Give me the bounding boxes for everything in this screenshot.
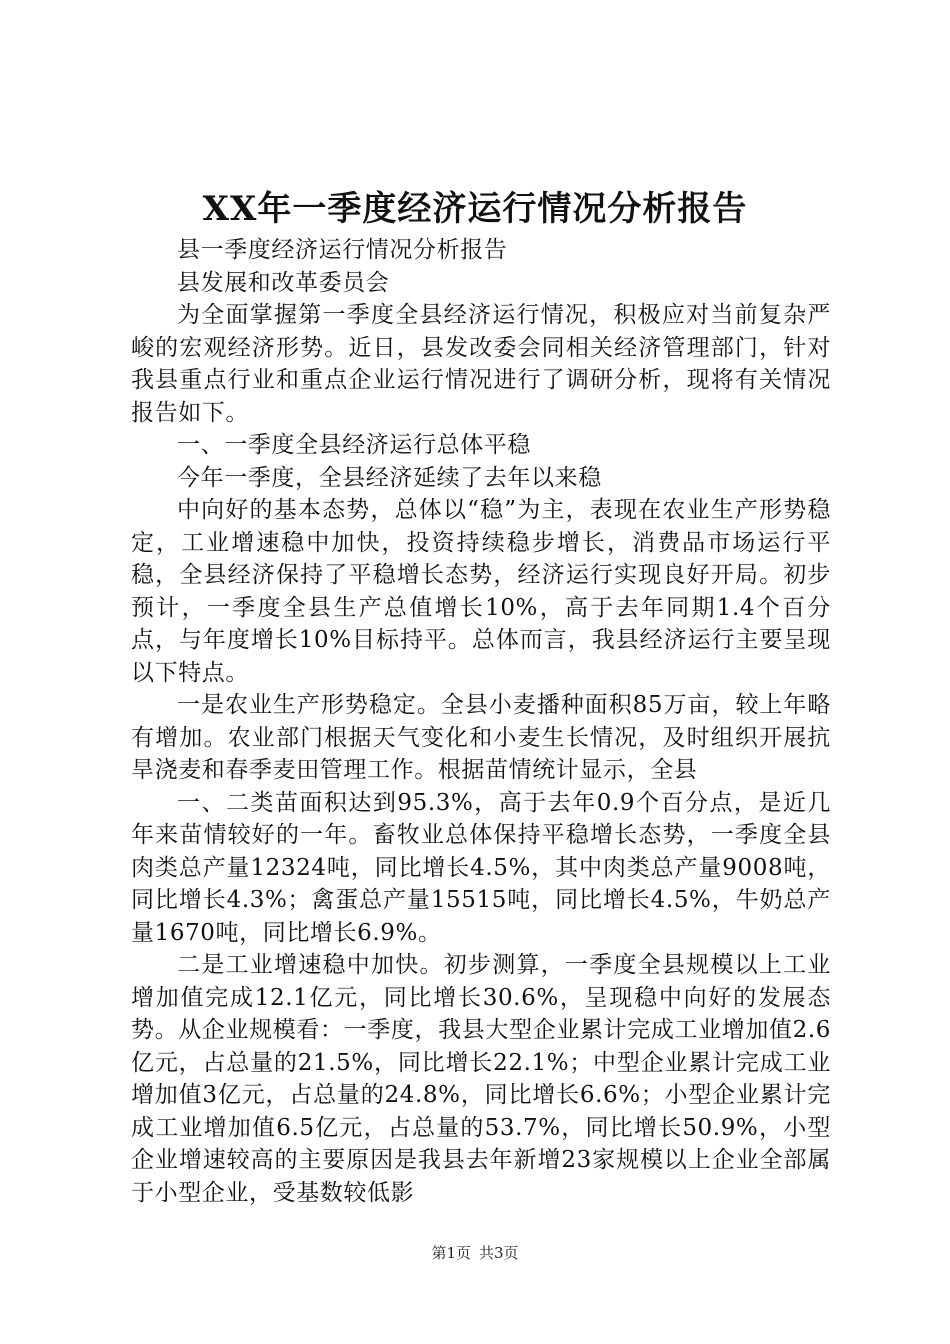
paragraph-overview-start: 今年一季度，全县经济延续了去年以来稳 — [177, 464, 602, 491]
paragraph-agriculture: 一是农业生产形势稳定。全县小麦播种面积85万亩，较上年略有增加。农业部门根据天气变化和小麦生长情况，及时组织开展抗旱浇麦和春季麦田管理工作。根据苗情统计显示，全县 — [131, 692, 831, 783]
paragraph-report-name: 县一季度经济运行情况分析报告 — [177, 237, 508, 263]
page-footer — [0, 1243, 950, 1263]
document-body — [131, 234, 831, 1209]
page-total: 共3页 — [479, 1244, 519, 1262]
document-title: XX年一季度经济运行情况分析报告 — [202, 189, 748, 229]
paragraph-intro: 为全面掌握第一季度全县经济运行情况，积极应对当前复杂严峻的宏观经济形势。近日，县发改委会同相关经济管理部门，针对我县重点行业和重点企业运行情况进行了调研分析，现将有关情况报告如下。 — [131, 302, 831, 426]
paragraph-livestock: 一、二类苗面积达到95.3%，高于去年0.9个百分点，是近几年来苗情较好的一年。畜牧业总体保持平稳增长态势，一季度全县肉类总产量12324吨，同比增长4.5%，其中肉类总产量9008吨，同比增长4.3%；禽蛋总产量15515吨，同比增长4.5%，牛奶总产量1670吨，同比增长6.9%。 — [131, 789, 831, 946]
paragraph-author: 县发展和改革委员会 — [177, 269, 390, 296]
section-heading-1: 一、一季度全县经济运行总体平稳 — [177, 432, 531, 458]
page-number: 第1页 — [431, 1244, 471, 1262]
paragraph-overview: 中向好的基本态势，总体以“稳”为主，表现在农业生产形势稳定，工业增速稳中加快，投资持续稳步增长，消费品市场运行平稳，全县经济保持了平稳增长态势，经济运行实现良好开局。初步预计，一季度全县生产总值增长10%，高于去年同期1.4个百分点，与年度增长10%目标持平。总体而言，我县经济运行主要呈现以下特点。 — [131, 497, 831, 686]
paragraph-industry: 二是工业增速稳中加快。初步测算，一季度全县规模以上工业增加值完成12.1亿元，同比增长30.6%，呈现稳中向好的发展态势。从企业规模看：一季度，我县大型企业累计完成工业增加值2.6亿元，占总量的21.5%，同比增长22.1%；中型企业累计完成工业增加值3亿元，占总量的24.8%，同比增长6.6%；小型企业累计完成工业增加值6.5亿元，占总量的53.7%，同比增长50.9%，小型企业增速较高的主要原因是我县去年新增23家规模以上企业全部属于小型企业，受基数较低影 — [131, 952, 831, 1206]
